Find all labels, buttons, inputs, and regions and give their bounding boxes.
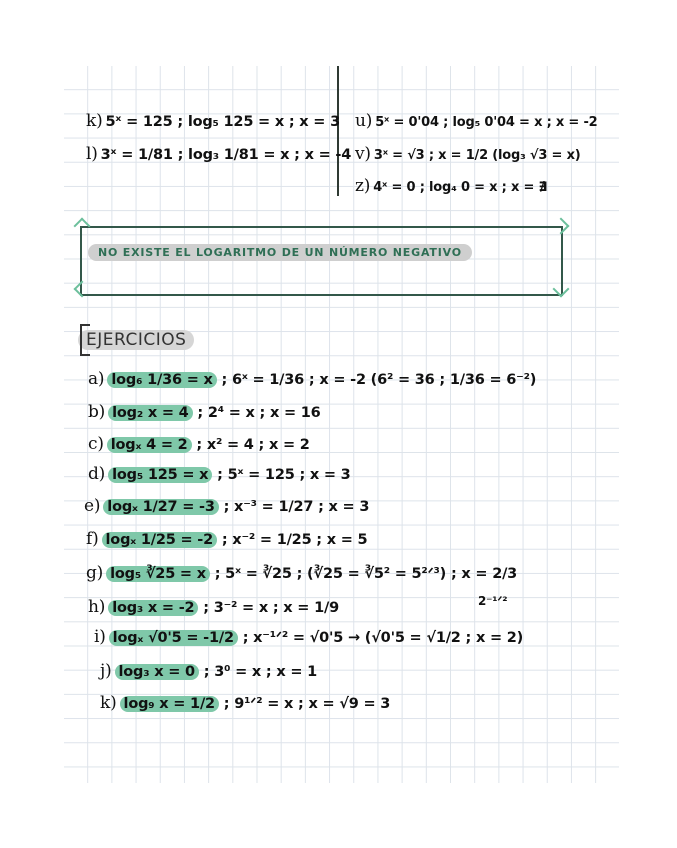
top-left-item-l: l) 3ˣ = 1/81 ; log₃ 1/81 = x ; x = -4 — [86, 144, 352, 164]
exercise-f: f) logₓ 1/25 = -2 ; x⁻² = 1/25 ; x = 5 — [86, 529, 368, 549]
note-box — [80, 226, 563, 296]
exercise-g: g) log₅ ∛25 = x ; 5ˣ = ∛25 ; (∛25 = ∛5² = 5²ᐟ³) ; x = 2/3 — [86, 563, 518, 583]
exercise-a: a) log₆ 1/36 = x ; 6ˣ = 1/36 ; x = -2 (6² = 36 ; 1/36 = 6⁻²) — [88, 369, 537, 389]
section-title: EJERCICIOS — [78, 330, 194, 350]
exercise-e: e) logₓ 1/27 = -3 ; x⁻³ = 1/27 ; x = 3 — [84, 496, 370, 516]
top-right-item-u: u) 5ˣ = 0'04 ; log₅ 0'04 = x ; x = -2 — [355, 111, 598, 131]
exercise-j: j) log₃ x = 0 ; 3⁰ = x ; x = 1 — [100, 661, 318, 681]
exercise-i: i) logₓ √0'5 = -1/2 ; x⁻¹ᐟ² = √0'5 → (√0'5 = √1/2 ; x = 2) — [94, 627, 524, 647]
exercise-h: h) log₃ x = -2 ; 3⁻² = x ; x = 1/9 — [88, 597, 339, 617]
exercise-d: d) log₅ 125 = x ; 5ˣ = 125 ; x = 3 — [88, 464, 351, 484]
top-left-item-k: k) 5ˣ = 125 ; log₅ 125 = x ; x = 3 — [86, 111, 340, 131]
top-right-item-z: z) 4ˣ = 0 ; log₄ 0 = x ; x = ∄ — [355, 176, 548, 196]
note-text: NO EXISTE EL LOGARITMO DE UN NÚMERO NEGATIVO — [88, 244, 472, 261]
exercise-c: c) logₓ 4 = 2 ; x² = 4 ; x = 2 — [88, 434, 310, 454]
annotation-arrow-label: 2⁻¹ᐟ² — [478, 594, 508, 608]
exercise-k: k) log₉ x = 1/2 ; 9¹ᐟ² = x ; x = √9 = 3 — [100, 693, 391, 713]
top-right-item-v: v) 3ˣ = √3 ; x = 1/2 (log₃ √3 = x) — [355, 144, 581, 164]
exercise-b: b) log₂ x = 4 ; 2⁴ = x ; x = 16 — [88, 402, 321, 422]
